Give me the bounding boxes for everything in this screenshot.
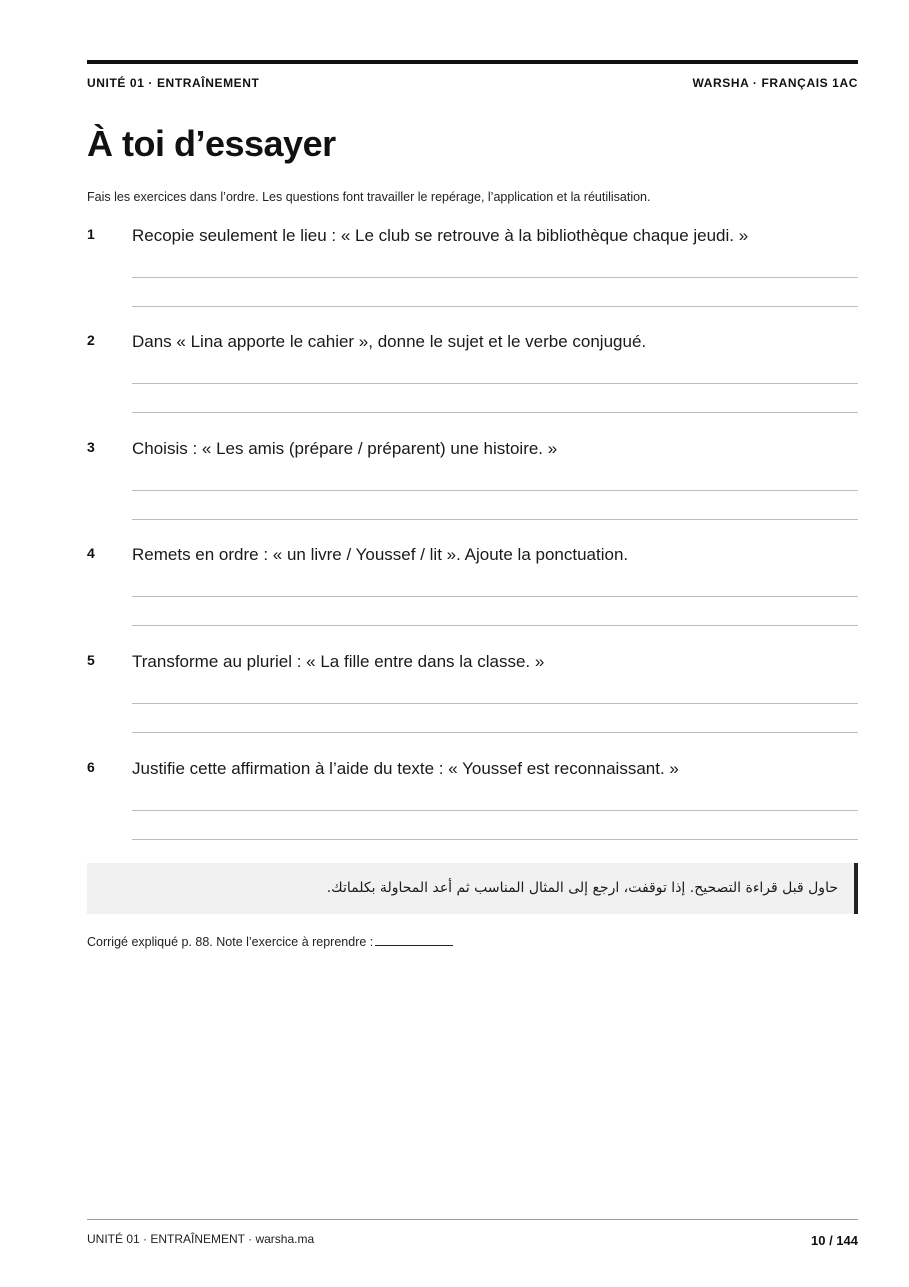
answer-line[interactable]: [132, 596, 858, 597]
exercise-number: 3: [87, 439, 95, 455]
answer-line[interactable]: [132, 703, 858, 704]
note-blank-field[interactable]: [375, 933, 453, 946]
exercise-number: 1: [87, 226, 95, 242]
page-title: À toi d’essayer: [87, 123, 336, 164]
exercise-item: [87, 226, 858, 326]
tip-text: حاول قبل قراءة التصحيح. إذا توقفت، ارجع إلى المثال المناسب ثم أعد المحاولة بكلماتك.: [326, 880, 838, 896]
header-book-label: WARSHA · FRANÇAIS 1AC: [692, 76, 858, 90]
tip-accent-bar: [854, 863, 858, 914]
exercise-number: 2: [87, 332, 95, 348]
worksheet-page: [87, 0, 858, 1287]
footer-label: UNITÉ 01 · ENTRAÎNEMENT · warsha.ma: [87, 1232, 315, 1246]
bottom-rule: [87, 1219, 858, 1220]
answer-line[interactable]: [132, 625, 858, 626]
answer-line[interactable]: [132, 277, 858, 278]
answer-line[interactable]: [132, 306, 858, 307]
exercise-item: [87, 439, 858, 539]
correction-note: [87, 933, 453, 950]
answer-line[interactable]: [132, 519, 858, 520]
exercise-question: Choisis : « Les amis (prépare / préparent) une histoire. »: [132, 439, 558, 458]
exercise-item: [87, 652, 858, 752]
exercise-question: Transforme au pluriel : « La fille entre dans la classe. »: [132, 652, 545, 671]
exercise-number: 4: [87, 545, 95, 561]
exercise-question: Recopie seulement le lieu : « Le club se retrouve à la bibliothèque chaque jeudi. »: [132, 226, 749, 245]
correction-note-text: Corrigé expliqué p. 88. Note l’exercice à reprendre :: [87, 935, 374, 949]
answer-line[interactable]: [132, 839, 858, 840]
answer-line[interactable]: [132, 732, 858, 733]
running-head: [87, 76, 858, 90]
exercise-item: [87, 759, 858, 859]
header-unit-label: UNITÉ 01 · ENTRAÎNEMENT: [87, 76, 260, 90]
exercise-question: Remets en ordre : « un livre / Youssef / lit ». Ajoute la ponctuation.: [132, 545, 629, 564]
exercise-question: Justifie cette affirmation à l’aide du texte : « Youssef est reconnaissant. »: [132, 759, 679, 778]
intro-text: Fais les exercices dans l’ordre. Les questions font travailler le repérage, l’application et la réutilisation.: [87, 190, 651, 204]
answer-line[interactable]: [132, 810, 858, 811]
page-number: 10 / 144: [811, 1233, 858, 1248]
tip-box: [87, 863, 858, 914]
exercise-question: Dans « Lina apporte le cahier », donne le sujet et le verbe conjugué.: [132, 332, 647, 351]
exercise-item: [87, 332, 858, 432]
exercise-item: [87, 545, 858, 645]
answer-line[interactable]: [132, 412, 858, 413]
exercise-number: 5: [87, 652, 95, 668]
answer-line[interactable]: [132, 490, 858, 491]
exercise-number: 6: [87, 759, 95, 775]
top-rule: [87, 60, 858, 64]
answer-line[interactable]: [132, 383, 858, 384]
